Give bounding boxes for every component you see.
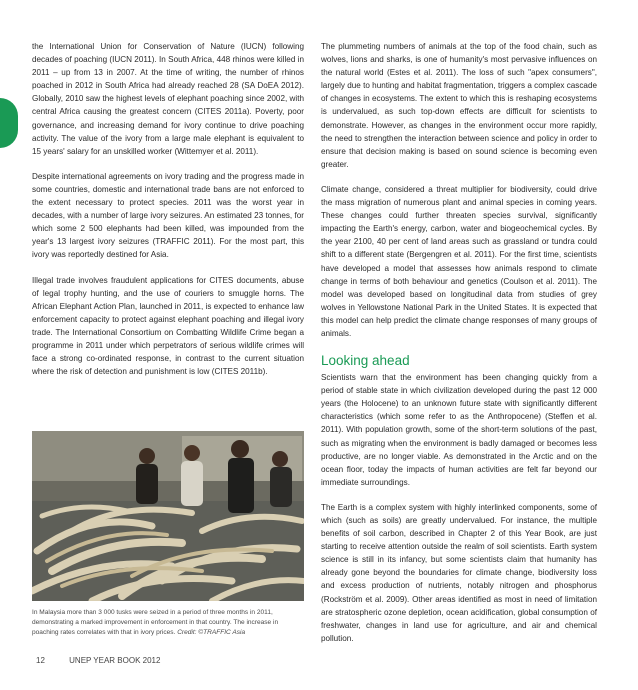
photo-caption — [32, 608, 304, 638]
page-footer — [36, 656, 160, 665]
page-number: 12 — [36, 656, 45, 665]
ivory-seizure-photo-illustration — [32, 431, 304, 601]
publication-title: UNEP YEAR BOOK 2012 — [69, 656, 161, 665]
section-heading: Looking ahead — [321, 353, 410, 369]
body-paragraph: The plummeting numbers of animals at the top of the food chain, such as wolves, lions and sharks, is one of humanity's most pervasive influences on the natural world (Estes et al. 2011). The loss of such "apex consumers", largely due to hunting and habitat fragmentation, triggers a complex cascade of changes in ecosystems. The extent to which this is reshaping ecosystems is undervalued, as such top-down effects are difficult for scientists to demonstrate. However, as changes in the environment occur more rapidly, the need to strengthen the interaction between science and policy in order to ensure that decision making is based on sound science is becoming even greater. — [321, 42, 597, 169]
body-paragraph: Scientists warn that the environment has been changing quickly from a period of stable state in which civilization developed during the past 12 000 years (the Holocene) to an unknown future state with significantly different characteristics (which some refer to as the Anthropocene) (Steffen et al. 2011). With population growth, some of the short-term solutions of the past, such as migrating when the environment is badly damaged or becomes less productive, are no longer viable. As demonstrated in the Arctic and on the ocean floor, today the impacts of human activities are felt far beyond our immediate surroundings. — [321, 373, 597, 487]
right-column — [321, 40, 597, 657]
body-paragraph: The Earth is a complex system with highly interlinked components, some of which (such as soils) are greatly undervalued. For instance, the multiple benefits of soil carbon, described in Chapter 2 of this Year Book, are just starting to receive attention outside the realm of soil scientists. Earth system science is still in its infancy, but some scientists claim that humanity has already gone beyond the boundaries for climate change, biodiversity loss and excess production of nutrients, notably nitrogen and phosphorus (Rockström et al. 2009). Other areas identified as most in need of limitation are stratospheric ozone depletion, ocean acidification, global consumption of freshwater, changes in land use for agriculture, and air and chemical pollution. — [321, 502, 597, 643]
body-paragraph: Climate change, considered a threat multiplier for biodiversity, could drive the mass migration of numerous plant and animal species in coming years. These changes could further threaten species survival, significantly impacting the Earth's energy, carbon, water and biogeochemical cycles. By the year 2100, 40 per cent of land areas such as grassland or tundra could shift to a different state (Bergengren et al. 2011). For the first time, scientists have developed a model that assesses how animals respond to climate change in terms of both behaviour and genetics (Coulson et al. 2011). The model was developed based on longitudinal data from studies of grey wolves in Yellowstone National Park in the United States. It is expected that this model can help predict the climate change responses of many groups of animals. — [321, 184, 597, 338]
chapter-side-tab — [0, 98, 18, 148]
body-paragraph: Despite international agreements on ivory trading and the progress made in some countries, domestic and international trade bans are not enforced to the extent necessary to protect species. 2011 was the worst year in decades, with a number of large ivory seizures. An estimated 23 tonnes, for which some 2 500 elephants had been killed, was impounded from the year's 13 largest ivory seizures (TRAFFIC 2011). For the most part, this ivory was reportedly destined for Asia. — [32, 171, 304, 260]
left-column — [32, 40, 304, 390]
body-paragraph: Illegal trade involves fraudulent applications for CITES documents, abuse of legal trophy hunting, and the use of couriers to smuggle horns. The African Elephant Action Plan, launched in 2011, is expected to enhance law enforcement capacity to protect against elephant poaching and illegal ivory trade. The International Consortium on Combatting Wildlife Crime began a programme in 2011 under which perpetrators of serious wildlife crimes will face a strong co-ordinated response, in contrast to the current situation where the risk of detection and punishment is low (CITES 2011b). — [32, 275, 304, 377]
ivory-seizure-photo — [32, 431, 304, 601]
photo-credit: Credit: ©TRAFFIC Asia — [177, 629, 246, 636]
body-paragraph: the International Union for Conservation of Nature (IUCN) following decades of poaching (IUCN 2011). In South Africa, 448 rhinos were killed in 2011 – up from 13 in 2007. At the time of writing, the number of rhinos poached in 2012 in South Africa had already reached 28 (SA DoEA 2012). Globally, 2010 saw the highest levels of elephant poaching since 2002, with central Africa causing the greatest concern (CITES 2011a). Poverty, poor governance, and increasing demand for ivory continue to drive poaching activity. The value of the ivory from a large male elephant is equivalent to 15 years' salary for an unskilled worker (Wittemyer et al. 2011). — [32, 42, 304, 156]
caption-text: In Malaysia more than 3 000 tusks were seized in a period of three months in 2011, demonstrating a marked improvement in enforcement in that country. The increase in poaching rates correlates with that in ivory prices. — [32, 609, 279, 636]
